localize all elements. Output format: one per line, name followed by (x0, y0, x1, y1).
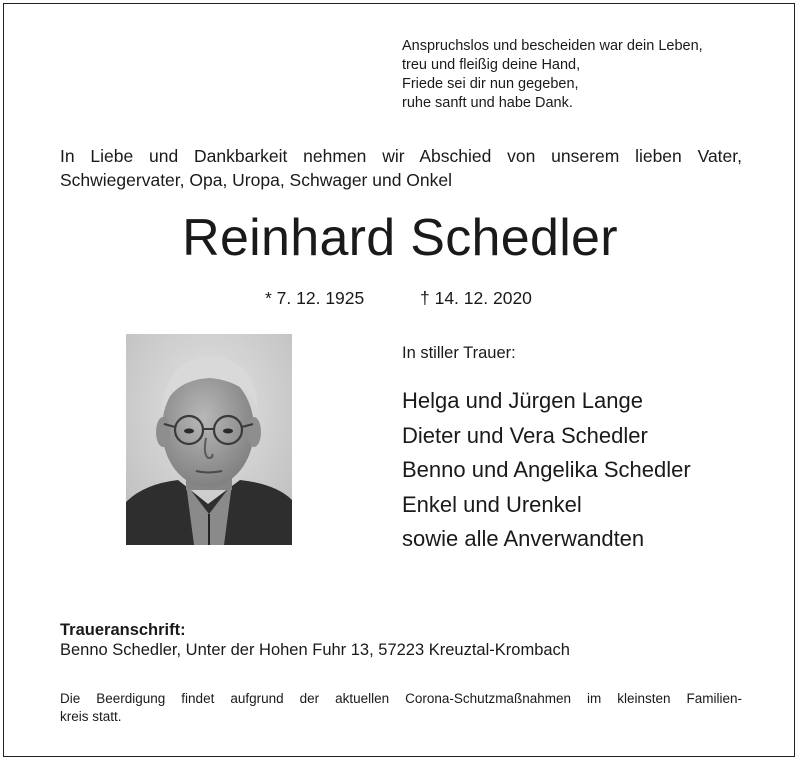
deceased-name: Reinhard Schedler (182, 209, 618, 267)
address-heading: Traueranschrift: (60, 621, 186, 639)
poem-line: Friede sei dir nun gegeben, (402, 76, 579, 92)
funeral-note (60, 690, 742, 726)
mourner-entry: Helga und Jürgen Lange (402, 388, 643, 413)
memorial-poem (402, 37, 703, 113)
mourner-entry: Benno und Angelika Schedler (402, 457, 691, 482)
mourning-label: In stiller Trauer: (402, 344, 516, 362)
mourner-entry: Dieter und Vera Schedler (402, 422, 648, 448)
poem-line: ruhe sanft und habe Dank. (402, 95, 573, 111)
note-line: kreis statt. (60, 709, 122, 724)
note-line: Die Beerdigung findet aufgrund der aktuellen Corona-Schutzmaßnahmen im kleinsten Familien- (60, 691, 742, 706)
mourner-entry: sowie alle Anverwandten (402, 526, 645, 551)
address-text: Benno Schedler, Unter der Hohen Fuhr 13, 57223 Kreuztal-Krombach (60, 641, 570, 659)
poem-line: Anspruchslos und bescheiden war dein Leben, (402, 38, 703, 54)
intro-line: In Liebe und Dankbarkeit nehmen wir Abschied von unserem lieben Vater, (60, 146, 742, 166)
mourners-list (402, 384, 691, 557)
intro-text (60, 144, 742, 192)
portrait-photo (126, 334, 292, 545)
intro-line: Schwiegervater, Opa, Uropa, Schwager und Onkel (60, 170, 453, 190)
death-date: † 14. 12. 2020 (420, 288, 532, 308)
mourner-entry: Enkel und Urenkel (402, 491, 582, 517)
birth-date: * 7. 12. 1925 (265, 288, 365, 308)
poem-line: treu und fleißig deine Hand, (402, 57, 581, 73)
